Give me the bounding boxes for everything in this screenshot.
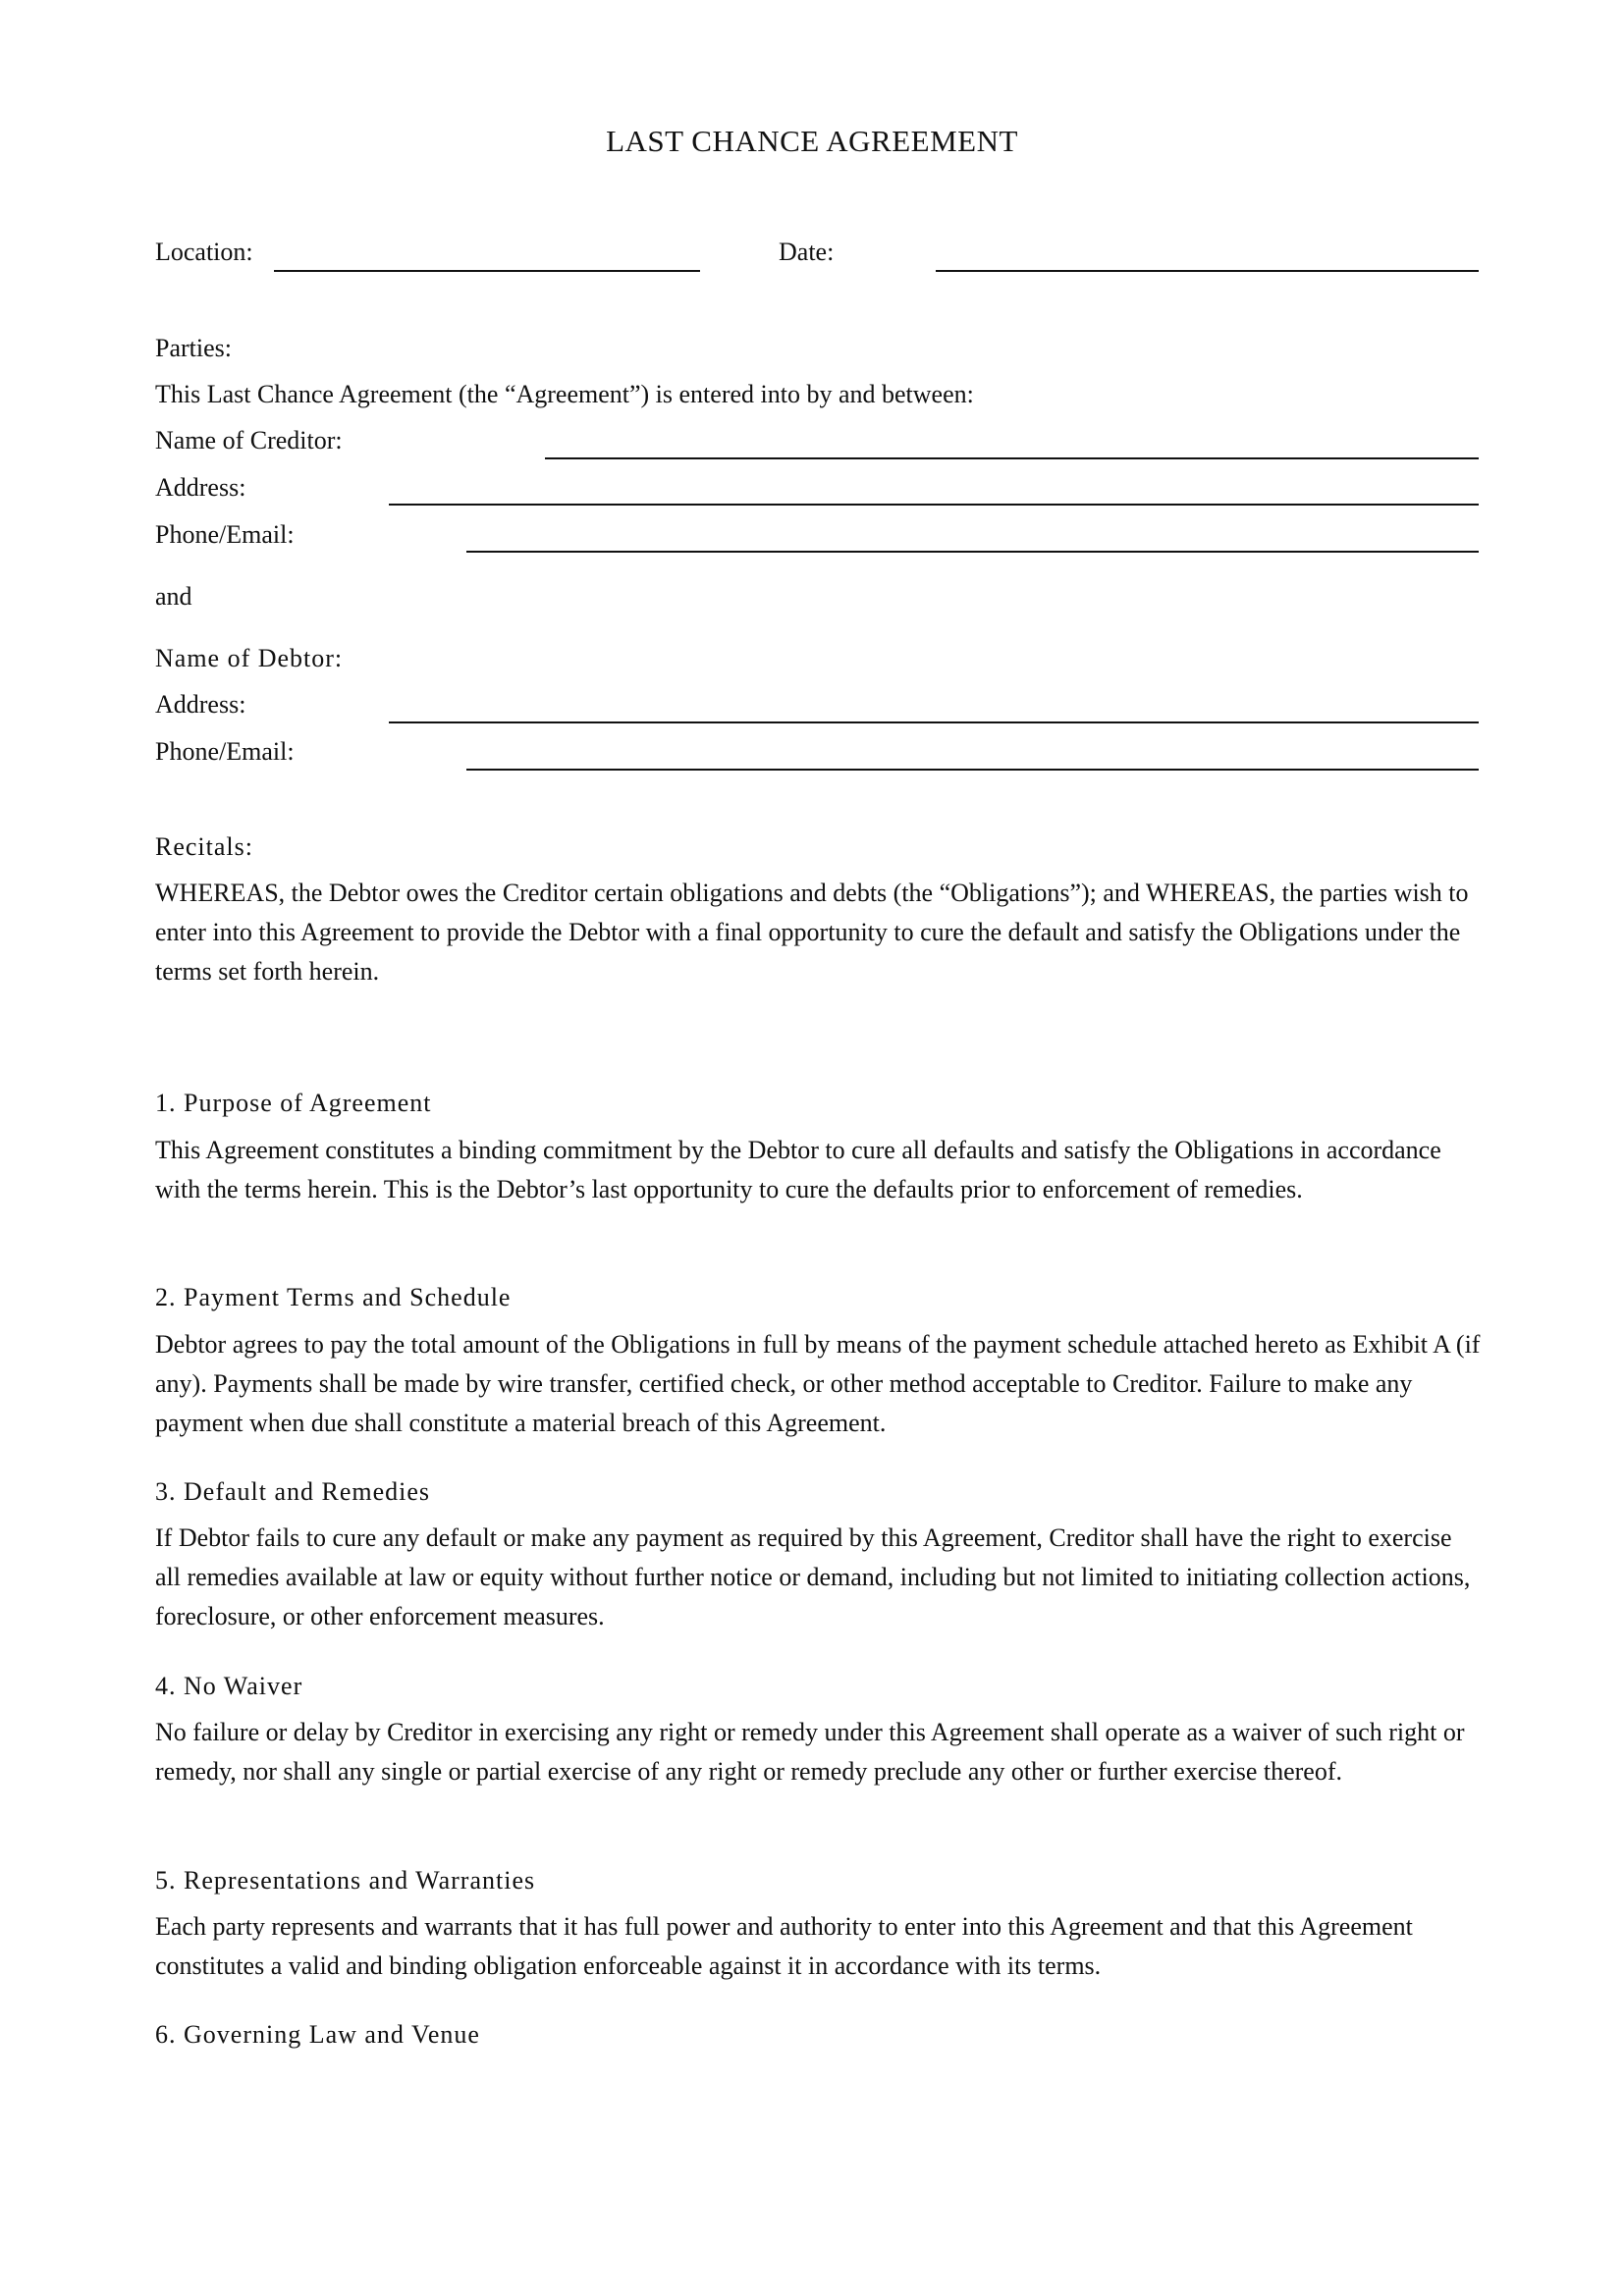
- date-label: Date:: [779, 238, 835, 266]
- creditor-contact-label: Phone/Email:: [155, 520, 295, 549]
- debtor-contact-field-line[interactable]: [466, 769, 1479, 771]
- section-2-text: Debtor agrees to pay the total amount of the Obligations in full by means of the payment schedule attached hereto as Exhibit A (if any). Payments shall be made by wire transfer, certified check, or other method acceptable to Creditor. Failure to make any payment when due shall constitute a material breach of this Agreement.: [155, 1330, 1481, 1437]
- creditor-name-label: Name of Creditor:: [155, 426, 343, 454]
- recitals-text: WHEREAS, the Debtor owes the Creditor certain obligations and debts (the “Obligations”); and WHEREAS, the parties wish to enter into this Agreement to provide the Debtor with a final opportunity to cure the default and satisfy the Obligations under the terms set forth herein.: [155, 879, 1469, 986]
- section-5-heading: 5. Representations and Warranties: [155, 1866, 536, 1895]
- parties-conjunction: and: [155, 582, 192, 611]
- creditor-name-field-line[interactable]: [545, 457, 1479, 459]
- section-6-heading: 6. Governing Law and Venue: [155, 2020, 480, 2049]
- debtor-contact-label: Phone/Email:: [155, 737, 295, 766]
- parties-heading: Parties:: [155, 334, 232, 362]
- parties-intro: This Last Chance Agreement (the “Agreement”) is entered into by and between:: [155, 380, 974, 408]
- date-field-line[interactable]: [936, 270, 1479, 272]
- section-2-heading: 2. Payment Terms and Schedule: [155, 1283, 512, 1311]
- debtor-name-label: Name of Debtor:: [155, 644, 344, 672]
- location-label: Location:: [155, 238, 253, 266]
- section-5-text: Each party represents and warrants that it has full power and authority to enter into this Agreement and that this Agreement constitutes a valid and binding obligation enforceable against it in accordance with its terms.: [155, 1912, 1413, 1980]
- creditor-address-label: Address:: [155, 473, 246, 502]
- creditor-address-field-line[interactable]: [389, 504, 1479, 506]
- section-1-text: This Agreement constitutes a binding commitment by the Debtor to cure all defaults and satisfy the Obligations in accordance with the terms herein. This is the Debtor’s last opportunity to cure the defaults prior to enforcement of remedies.: [155, 1136, 1441, 1203]
- location-field-line[interactable]: [274, 270, 700, 272]
- section-4-text: No failure or delay by Creditor in exercising any right or remedy under this Agreement shall operate as a waiver of such right or remedy, nor shall any single or partial exercise of any right or remedy preclude any other or further exercise thereof.: [155, 1718, 1465, 1786]
- section-3-text: If Debtor fails to cure any default or make any payment as required by this Agreement, Creditor shall have the right to exercise all remedies available at law or equity without further notice or demand, including but not limited to initiating collection actions, foreclosure, or other enforcement measures.: [155, 1523, 1471, 1630]
- section-4-heading: 4. No Waiver: [155, 1672, 303, 1700]
- section-3-heading: 3. Default and Remedies: [155, 1477, 431, 1506]
- debtor-address-field-line[interactable]: [389, 721, 1479, 723]
- debtor-address-label: Address:: [155, 690, 246, 719]
- recitals-heading: Recitals:: [155, 832, 253, 861]
- document-title: LAST CHANCE AGREEMENT: [606, 124, 1018, 158]
- creditor-contact-field-line[interactable]: [466, 551, 1479, 553]
- section-1-heading: 1. Purpose of Agreement: [155, 1089, 432, 1117]
